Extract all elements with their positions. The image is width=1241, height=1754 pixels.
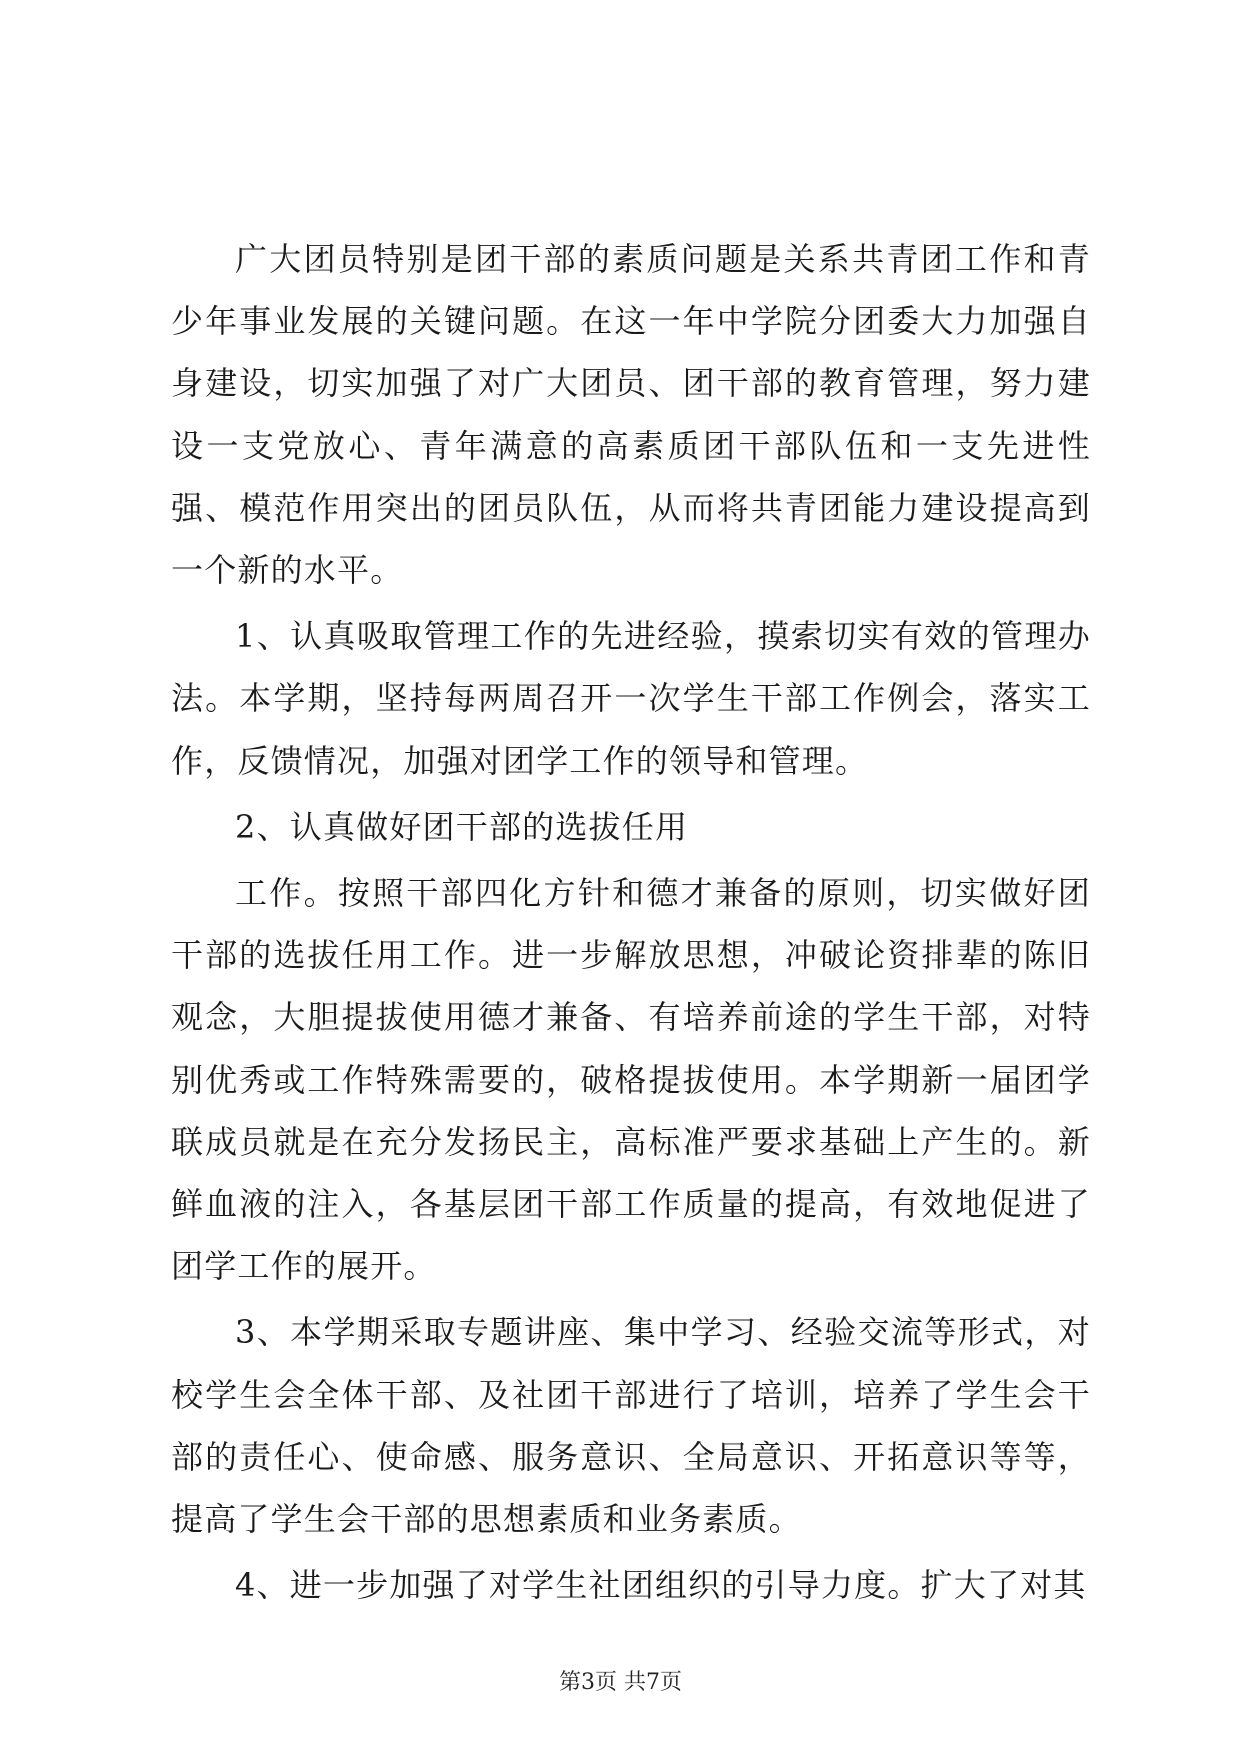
paragraph-item-2-heading: 2、认真做好团干部的选拔任用 [235, 807, 689, 846]
paragraph-item-4: 4、进一步加强了对学生社团组织的引导力度。扩大了对其 [235, 1566, 1087, 1605]
paragraph-item-2-body: 工作。按照干部四化方针和德才兼备的原则，切实做好团干部的选拔任用工作。进一步解放思想，冲破论资排辈的陈旧观念，大胆提拔使用德才兼备、有培养前途的学生干部，对特别优秀或工作特殊需要的，破格提拔使用。本学期新一届团学联成员就是在充分发扬民主，高标准严要求基础上产生的。新鲜血液的注入，各基层团干部工作质量的提高，有效地促进了团学工作的展开。 [171, 874, 1091, 1286]
paragraph-intro: 广大团员特别是团干部的素质问题是关系共青团工作和青少年事业发展的关键问题。在这一年中学院分团委大力加强自身建设，切实加强了对广大团员、团干部的教育管理，努力建设一支党放心、青年满意的高素质团干部队伍和一支先进性强、模范作用突出的团员队伍，从而将共青团能力建设提高到一个新的水平。 [171, 240, 1091, 590]
document-body [171, 228, 1091, 1616]
paragraph-item-3: 3、本学期采取专题讲座、集中学习、经验交流等形式，对校学生会全体干部、及社团干部进行了培训，培养了学生会干部的责任心、使命感、服务意识、全局意识、开拓意识等等，提高了学生会干部的思想素质和业务素质。 [171, 1313, 1091, 1539]
page-footer: 第3页 共7页 [559, 1670, 682, 1695]
paragraph-item-1: 1、认真吸取管理工作的先进经验，摸索切实有效的管理办法。本学期，坚持每两周召开一次学生干部工作例会，落实工作，反馈情况，加强对团学工作的领导和管理。 [171, 617, 1091, 780]
